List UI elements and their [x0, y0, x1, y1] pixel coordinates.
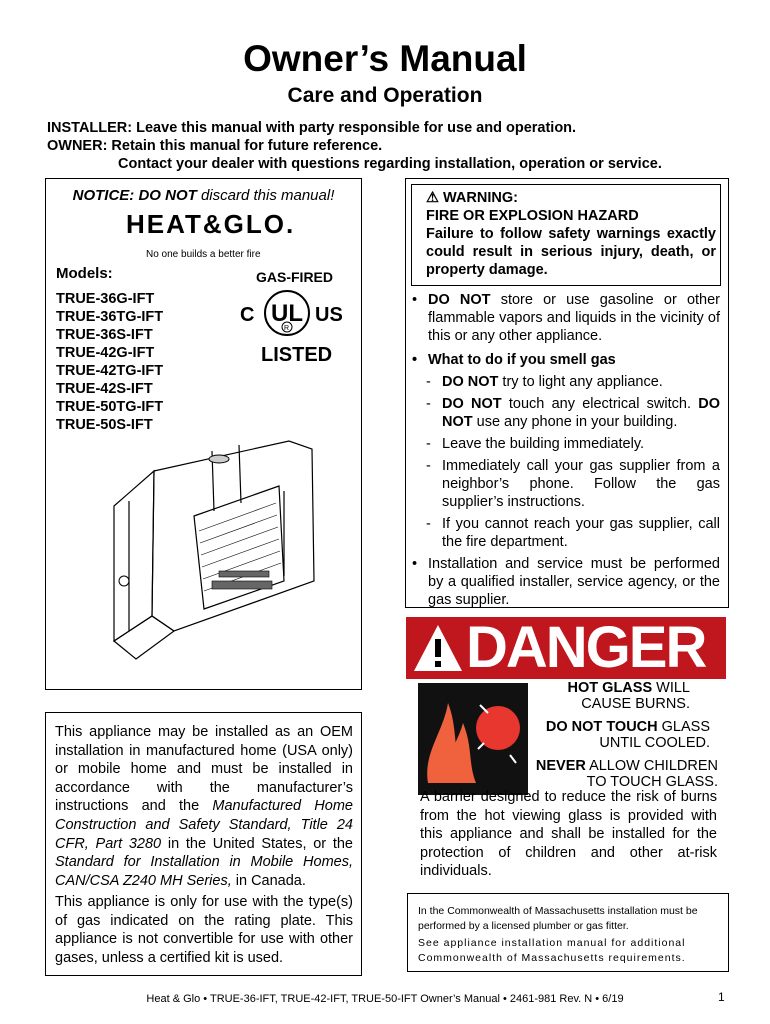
oem-installation-box — [45, 712, 362, 976]
subitem-text: Immediately call your gas supplier from a neighbor’s phone. Follow the gas supplier’s instructions. — [442, 458, 720, 510]
oem-text: in the United States, or the — [161, 835, 353, 852]
heatglo-logo: HEAT&GLO. — [126, 209, 296, 239]
oem-paragraph — [55, 723, 353, 890]
gas-type-paragraph: This appliance is only for use with the type(s) of gas indicated on the rating plate. This appliance is not convertible for use with other gases, unless a certified kit is used. — [55, 894, 353, 966]
notice-text — [46, 187, 361, 204]
model-item: TRUE-36S-IFT — [56, 327, 153, 343]
dash-icon: - — [426, 516, 431, 532]
page-subtitle: Care and Operation — [287, 84, 483, 107]
page-title: Owner’s Manual — [243, 38, 527, 79]
fireplace-illustration — [94, 431, 319, 676]
strong-text: DO NOT — [428, 292, 491, 308]
gas-fired-label: GAS-FIRED — [256, 269, 333, 285]
model-item: TRUE-36G-IFT — [56, 291, 155, 307]
ul-registered: R — [284, 325, 290, 332]
strong-text: NEVER — [535, 758, 586, 774]
bullet-text: What to do if you smell gas — [428, 352, 616, 368]
bullet-icon: • — [412, 292, 418, 308]
models-label: Models: — [56, 265, 113, 282]
notice-suffix: discard this manual! — [196, 187, 335, 204]
ul-us: US — [315, 304, 343, 326]
warning-title-row — [412, 185, 720, 207]
strong-text: DO NOT — [442, 396, 502, 412]
oem-text: in Canada. — [231, 872, 306, 889]
warning-consequence: Failure to follow safety warnings exactly could result in serious injury, death, or property damage. — [426, 226, 716, 278]
danger-triangle-icon — [412, 623, 464, 673]
oem-standard: Manufactured Home Construction and Safety Standard, Title 24 CFR, Part 3280 — [55, 798, 353, 852]
oem-standard-canada: Standard for Installation in Mobile Homes, CAN/CSA Z240 MH Series, — [55, 854, 353, 889]
never-allow-text — [500, 758, 718, 790]
do-not-touch-text — [530, 719, 710, 751]
danger-word: DANGER — [466, 615, 706, 680]
subitem-text: Leave the building immediately. — [442, 436, 645, 452]
dash-icon: - — [426, 436, 431, 452]
bullet-text: store or use gasoline or other flammable vapors and liquids in the vicinity of this or any other appliance. — [428, 292, 720, 344]
warning-bullet — [406, 291, 728, 345]
warning-title: WARNING: — [443, 190, 518, 206]
danger-text: WILL — [652, 680, 690, 696]
danger-text: GLASS — [657, 719, 710, 735]
page-number: 1 — [718, 990, 725, 1004]
model-item: TRUE-42S-IFT — [56, 381, 153, 397]
massachusetts-text — [418, 904, 718, 966]
model-item: TRUE-42TG-IFT — [56, 363, 164, 379]
listed-label: LISTED — [261, 344, 333, 366]
barrier-paragraph: A barrier designed to reduce the risk of burns from the hot viewing glass is provided with this appliance and shall be installed for the protection of children and other at-risk individuals. — [420, 789, 717, 880]
warning-bullet — [406, 551, 728, 609]
mass-line: In the Commonwealth of Massachusetts installation must be performed by a licensed plumber or gas fitter. — [418, 905, 698, 932]
strong-text: DO NOT TOUCH — [545, 719, 658, 735]
model-item: TRUE-50S-IFT — [56, 417, 153, 433]
danger-banner — [406, 617, 726, 679]
subitem-text: use any phone in your building. — [472, 414, 678, 430]
hot-glass-text — [530, 680, 690, 712]
warning-triangle-icon: ⚠ — [426, 190, 439, 206]
notice-box — [45, 178, 362, 690]
ul-letters: UL — [271, 300, 303, 327]
bullet-icon: • — [412, 556, 418, 572]
warning-header — [411, 184, 721, 286]
mass-line: See appliance installation manual for additional Commonwealth of Massachusetts requirements. — [418, 937, 686, 964]
warning-subitem — [406, 453, 728, 511]
danger-text: ALLOW CHILDREN — [585, 758, 718, 774]
bullet-icon: • — [412, 352, 418, 368]
subitem-text: touch any electrical switch. — [501, 396, 699, 412]
strong-text: DO NOT — [442, 396, 720, 430]
danger-text: UNTIL COOLED. — [599, 735, 710, 751]
dash-icon: - — [426, 396, 431, 412]
owner-instruction: OWNER: Retain this manual for future reference. — [47, 138, 383, 154]
subitem-text: If you cannot reach your gas supplier, call the fire department. — [442, 516, 720, 550]
warning-subitem — [406, 391, 728, 431]
warning-hazard: FIRE OR EXPLOSION HAZARD — [426, 208, 639, 224]
footer-text: Heat & Glo • TRUE-36-IFT, TRUE-42-IFT, TRUE-50-IFT Owner’s Manual • 2461-981 Rev. N • 6/19 — [146, 993, 624, 1005]
warning-subitem — [406, 369, 728, 391]
bullet-text: Installation and service must be performed by a qualified installer, service agency, or the gas supplier. — [428, 556, 720, 608]
warning-subitem — [406, 511, 728, 551]
strong-text: DO NOT — [442, 374, 499, 390]
strong-text: HOT GLASS — [567, 680, 653, 696]
model-item: TRUE-36TG-IFT — [56, 309, 164, 325]
massachusetts-box — [407, 893, 729, 972]
warning-subitem — [406, 431, 728, 453]
dash-icon: - — [426, 374, 431, 390]
model-item: TRUE-42G-IFT — [56, 345, 155, 361]
model-item: TRUE-50TG-IFT — [56, 399, 164, 415]
warning-bullet — [406, 345, 728, 369]
contact-instruction: Contact your dealer with questions regarding installation, operation or service. — [118, 156, 662, 172]
danger-text: TO TOUCH GLASS. — [586, 774, 718, 790]
ul-c: C — [240, 304, 255, 326]
subitem-text: try to light any appliance. — [498, 374, 663, 390]
installer-instruction: INSTALLER: Leave this manual with party responsible for use and operation. — [47, 120, 577, 136]
notice-prefix: NOTICE: DO NOT — [72, 187, 197, 204]
danger-text: CAUSE BURNS. — [581, 696, 690, 712]
logo-tagline: No one builds a better fire — [146, 249, 261, 260]
warning-box — [405, 178, 729, 608]
oem-text: This appliance may be installed as an OEM installation in manufactured home (USA only) or mobile home and must be installed in accordance with the manufacturer’s instructions and the — [55, 724, 353, 815]
warning-list — [406, 291, 728, 609]
dash-icon: - — [426, 458, 431, 474]
